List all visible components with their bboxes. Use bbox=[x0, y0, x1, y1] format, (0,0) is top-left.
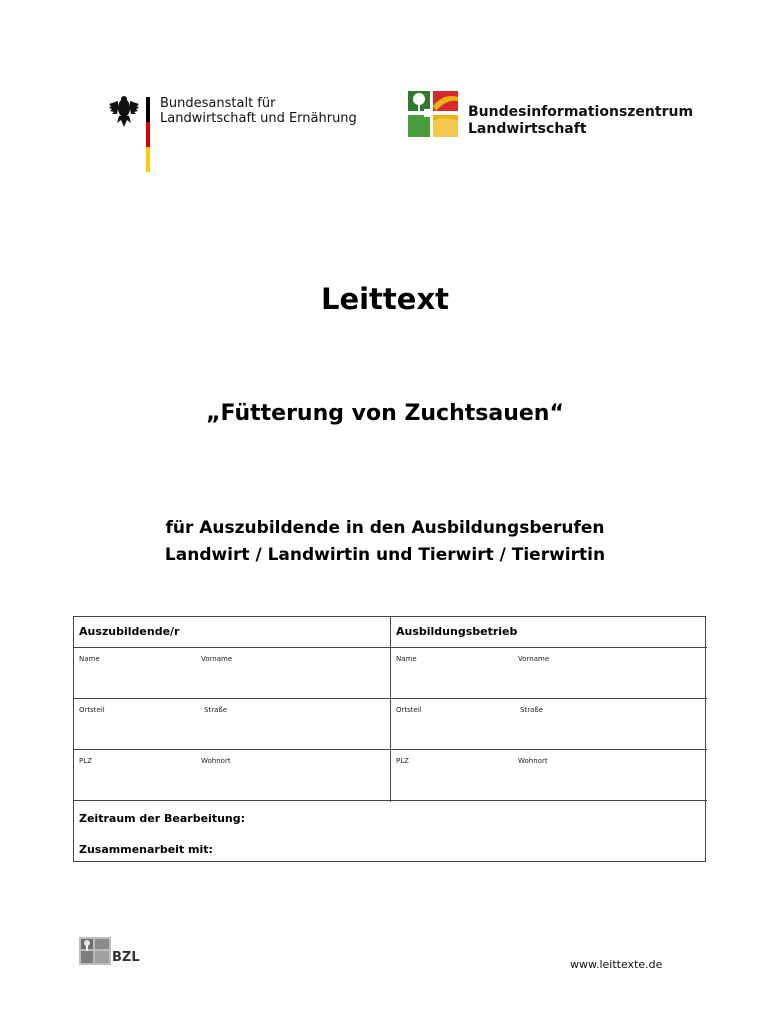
strasse-label: Straße bbox=[520, 706, 544, 714]
federal-eagle-icon bbox=[108, 95, 140, 129]
zusammenarbeit-label[interactable]: Zusammenarbeit mit: bbox=[79, 843, 213, 856]
trainee-ortsteil-field[interactable] bbox=[74, 699, 390, 750]
company-header: Ausbildungsbetrieb bbox=[391, 617, 707, 648]
wohnort-label: Wohnort bbox=[201, 757, 231, 765]
page-title: Leittext bbox=[320, 282, 450, 316]
plz-label: PLZ bbox=[396, 757, 409, 765]
ble-logo-text bbox=[160, 96, 357, 126]
registration-form bbox=[73, 616, 706, 862]
company-name-field[interactable] bbox=[391, 648, 707, 699]
company-ortsteil-field[interactable] bbox=[391, 699, 707, 750]
ortsteil-label: Ortsteil bbox=[79, 706, 105, 714]
strasse-label: Straße bbox=[204, 706, 228, 714]
ortsteil-label: Ortsteil bbox=[396, 706, 422, 714]
target-line-2: Landwirt / Landwirtin und Tierwirt / Tierwirtin bbox=[164, 545, 606, 565]
vorname-label: Vorname bbox=[518, 655, 550, 663]
trainee-name-field[interactable] bbox=[74, 648, 390, 699]
plz-label: PLZ bbox=[79, 757, 92, 765]
company-column bbox=[390, 617, 707, 802]
target-audience bbox=[0, 515, 770, 569]
trainee-header: Auszubildende/r bbox=[74, 617, 390, 648]
ble-line-1: Bundesanstalt für bbox=[160, 96, 276, 111]
name-label: Name bbox=[396, 655, 417, 663]
bzl-logo-text bbox=[468, 104, 693, 138]
vorname-label: Vorname bbox=[201, 655, 233, 663]
wohnort-label: Wohnort bbox=[518, 757, 548, 765]
bzl-line-1: Bundesinformationszentrum bbox=[468, 104, 694, 120]
ble-line-2: Landwirtschaft und Ernährung bbox=[160, 111, 357, 126]
page-subtitle: „Fütterung von Zuchtsauen“ bbox=[206, 401, 564, 426]
bzl-short-label: BZL bbox=[112, 950, 140, 965]
footer-url-link[interactable]: www.leittexte.de bbox=[570, 958, 663, 971]
name-label: Name bbox=[79, 655, 100, 663]
target-line-1: für Auszubildende in den Ausbildungsberufen bbox=[165, 518, 605, 538]
german-flag-bar bbox=[146, 97, 150, 172]
bzl-logo-icon bbox=[408, 91, 458, 137]
bzl-line-2: Landwirtschaft bbox=[468, 121, 587, 137]
zeitraum-label[interactable]: Zeitraum der Bearbeitung: bbox=[79, 812, 246, 825]
trainee-column bbox=[74, 617, 390, 801]
company-plz-field[interactable] bbox=[391, 750, 707, 801]
trainee-plz-field[interactable] bbox=[74, 750, 390, 801]
bzl-small-logo-icon bbox=[79, 937, 111, 965]
